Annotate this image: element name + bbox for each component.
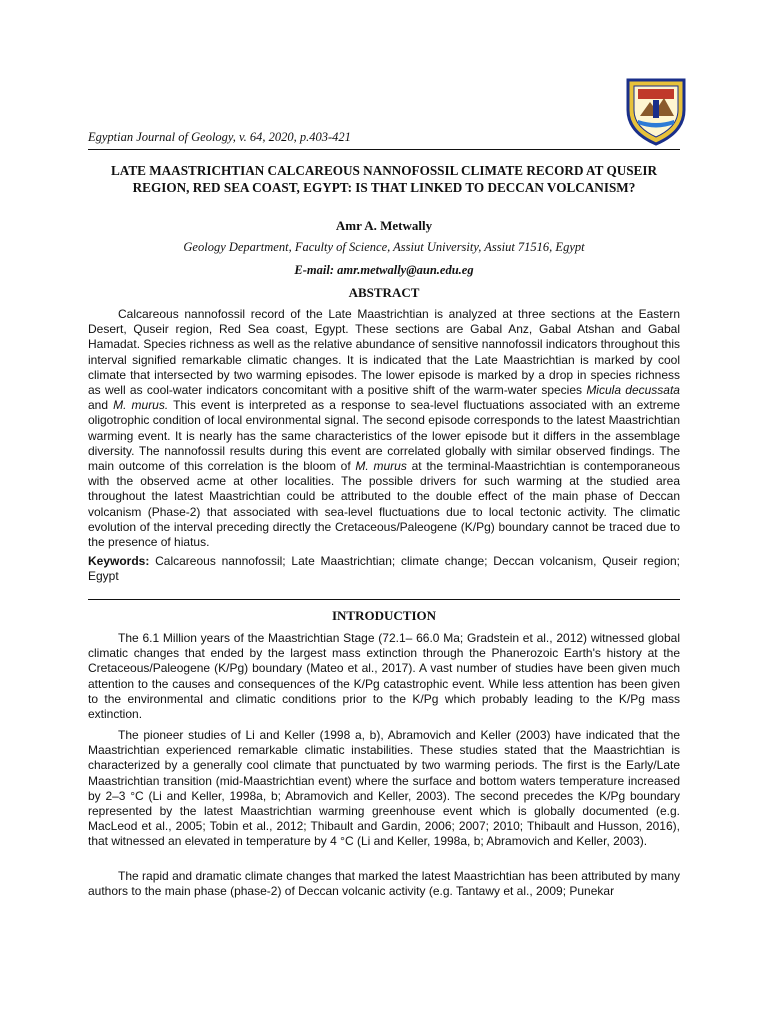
keywords-text: Calcareous nannofossil; Late Maastrichtian; climate change; Deccan volcanism, Quseir region; Egypt [88, 554, 680, 584]
abstract-heading: ABSTRACT [348, 285, 420, 300]
author-affiliation: Geology Department, Faculty of Science, Assiut University, Assiut 71516, Egypt [183, 240, 585, 254]
species-name: M. murus. [113, 398, 169, 413]
author-email: E-mail: amr.metwally@aun.edu.eg [294, 263, 474, 277]
species-name: M. murus [355, 459, 407, 474]
abstract-body [88, 307, 680, 550]
abstract-text-d: at the terminal-Maastrichtian is contemporaneous with the observed acme at other localities. The possible drivers for such warming at the studied area throughout the latest Maastrichtian could be attributed to the double effect of the main phase of Deccan volcanism (Phase-2) that associated with sea-level fluctuations due to local tectonic activity. The climatic evolution of the interval preceding directly the Cretaceous/Paleogene (K/Pg) boundary cannot be traced due to the presence of hiatus. [88, 459, 680, 550]
abstract-text-c: This event is interpreted as a response to sea-level fluctuations associated with an extreme oligotrophic condition of local environmental signal. The second episode corresponds to the latest Maastrichtian warming event. It is nearly has the same characteristics of the lower episode but it differs in the assemblage diversity. The nannofossil results during this event are correlated globally with similar observed findings. The main outcome of this correlation is the bloom of [88, 398, 681, 474]
journal-crest-icon [624, 74, 688, 146]
section-divider [88, 599, 680, 600]
author-name: Amr A. Metwally [335, 218, 433, 233]
keywords-line [88, 554, 680, 584]
intro-paragraph-3: The rapid and dramatic climate changes that marked the latest Maastrichtian has been attributed by many authors to the main phase (phase-2) of Deccan volcanic activity (e.g. Tantawy et al., 2009; Punekar [88, 869, 680, 899]
header-rule [88, 149, 680, 150]
intro-paragraph-2: The pioneer studies of Li and Keller (1998 a, b), Abramovich and Keller (2003) have indicated that the Maastrichtian experienced remarkable climatic instabilities. These studies stated that the Maastrichtian is characterized by a generally cool climate that punctuated by two warming periods. The first is the Early/Late Maastrichtian transition (mid-Maastrichtian event) where the surface and bottom waters temperature increased by 2–3 °C (Li and Keller, 1998a, b; Abramovich and Keller, 2003). The second precedes the K/Pg boundary represented by the latest Maastrichtian warming greenhouse event which is globally documented (e.g. MacLeod et al., 2005; Tobin et al., 2012; Thibault and Gardin, 2006; 2007; 2010; Thibault and Husson, 2016), that witnessed an elevated in temperature by 4 °C (Li and Keller, 1998a, b; Abramovich and Keller, 2003). [88, 728, 680, 849]
species-name: Micula decussata [586, 383, 680, 398]
journal-citation: Egyptian Journal of Geology, v. 64, 2020, p.403-421 [88, 130, 351, 144]
paper-title: LATE MAASTRICHTIAN CALCAREOUS NANNOFOSSIL CLIMATE RECORD AT QUSEIR REGION, RED SEA COAST, EGYPT: IS THAT LINKED TO DECCAN VOLCANISM? [110, 163, 658, 195]
abstract-text-b: and [88, 398, 114, 413]
introduction-heading: INTRODUCTION [331, 608, 436, 623]
abstract-text-a: Calcareous nannofossil record of the Late Maastrichtian is analyzed at three sections at the Eastern Desert, Quseir region, Red Sea coast, Egypt. These sections are Gabal Anz, Gabal Atshan and Gabal Hamadat. Species richness as well as the relative abundance of sensitive nannofossil indicators throughout this interval signified remarkable climatic changes. It is indicated that the Late Maastrichtian is marked by cool climate that intersected by two warming episodes. The lower episode is marked by a drop in species richness as well as cool-water indicators concomitant with a positive shift of the warm-water species [88, 307, 680, 398]
keywords-label: Keywords: [88, 554, 150, 568]
intro-paragraph-1: The 6.1 Million years of the Maastrichtian Stage (72.1– 66.0 Ma; Gradstein et al., 2012) witnessed global climatic changes that ended by the largest mass extinction through the Phanerozoic Earth's history at the Cretaceous/Paleogene (K/Pg) boundary (Mateo et al., 2017). A vast number of studies have been given much attention to the causes and consequences of the K/Pg catastrophic event. While less attention has been given to the environmental and climatic conditions prior to the K/Pg which probably leading to the K/Pg mass extinction. [88, 631, 680, 722]
